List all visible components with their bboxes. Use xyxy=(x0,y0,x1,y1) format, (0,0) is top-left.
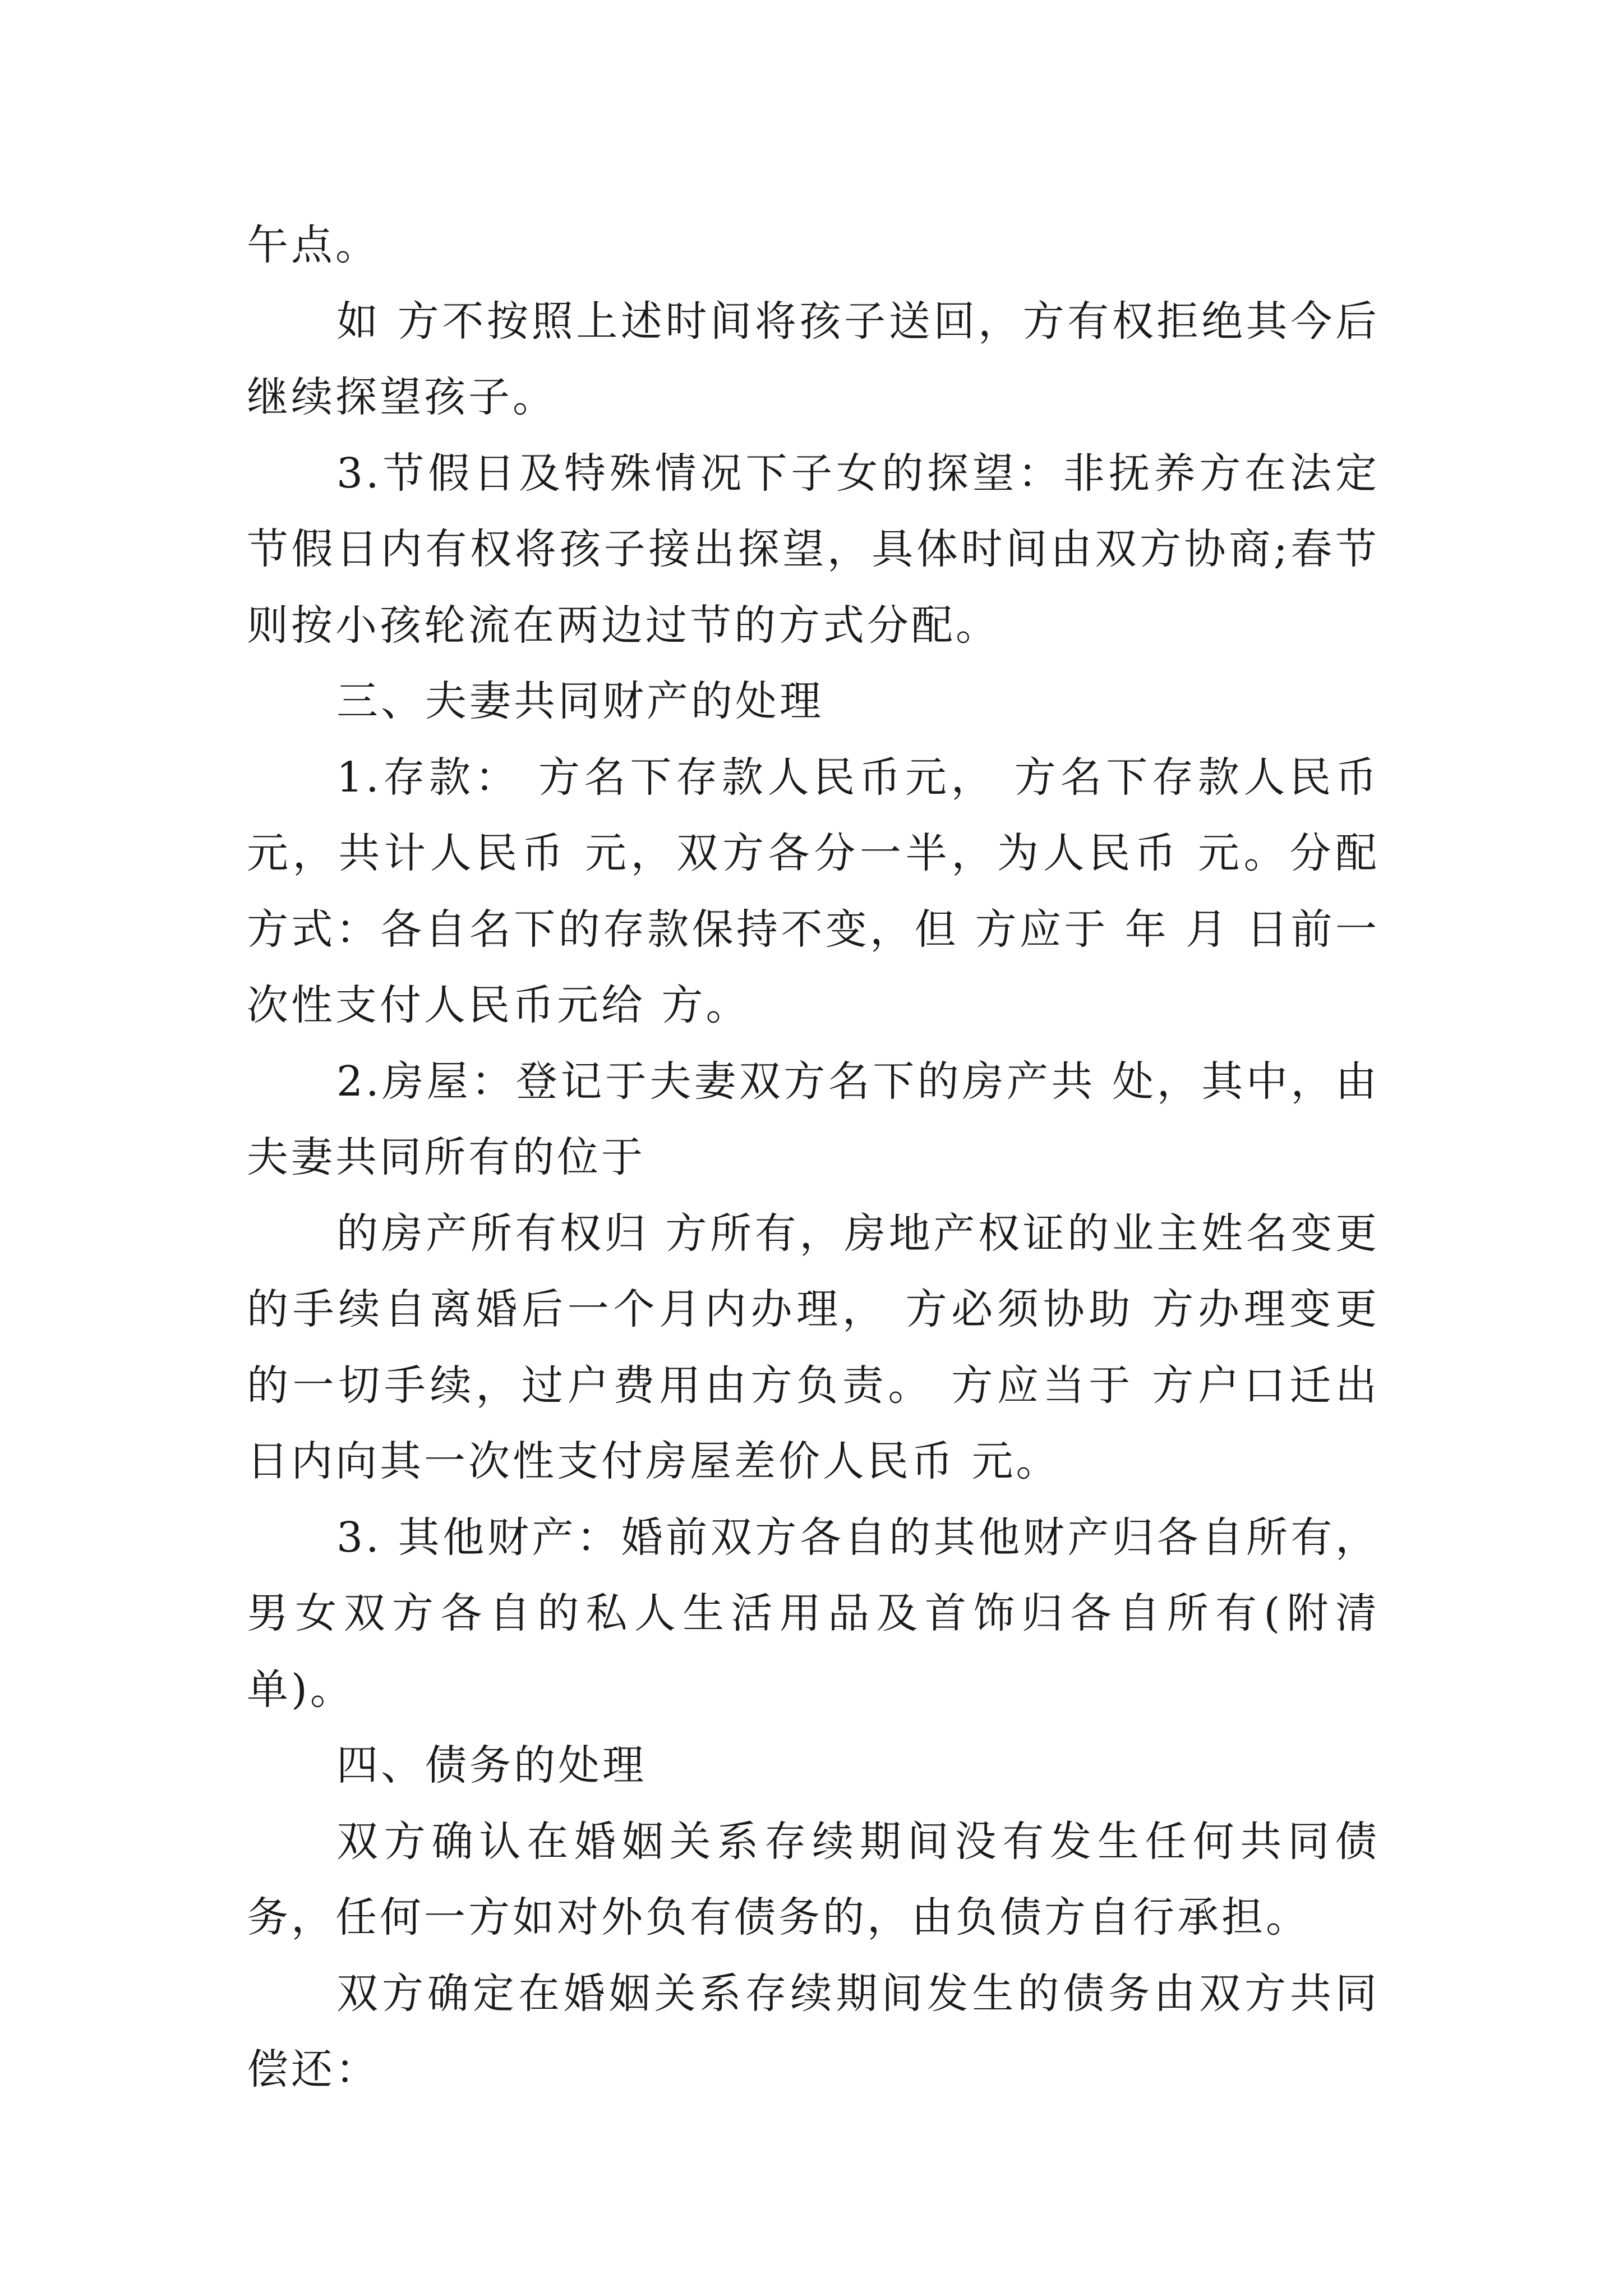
paragraph-joint-debt-repayment: 双方确定在婚姻关系存续期间发生的债务由双方共同偿还： xyxy=(247,1969,1380,2093)
section-heading-joint-property: 三、夫妻共同财产的处理 xyxy=(336,677,824,725)
paragraph-visit-time-end: 午点。 xyxy=(247,221,380,269)
paragraph-housing: 2.房屋：登记于夫妻双方名下的房产共 处，其中，由夫妻共同所有的位于 xyxy=(247,1057,1380,1181)
paragraph-return-child-clause: 如 方不按照上述时间将孩子送回，方有权拒绝其今后继续探望孩子。 xyxy=(247,297,1380,421)
paragraph-no-joint-debt: 双方确认在婚姻关系存续期间没有发生任何共同债务，任何一方如对外负有债务的，由负债方自行承担。 xyxy=(247,1817,1380,1941)
paragraph-holiday-visitation: 3.节假日及特殊情况下子女的探望：非抚养方在法定节假日内有权将孩子接出探望，具体时间由双方协商;春节则按小孩轮流在两边过节的方式分配。 xyxy=(247,449,1380,650)
paragraph-other-property: 3. 其他财产：婚前双方各自的其他财产归各自所有，男女双方各自的私人生活用品及首饰归各自所有(附清单)。 xyxy=(247,1513,1380,1714)
section-heading-debts: 四、债务的处理 xyxy=(336,1741,647,1789)
paragraph-savings: 1.存款： 方名下存款人民币元， 方名下存款人民币元，共计人民币 元，双方各分一半，为人民币 元。分配方式：各自名下的存款保持不变，但 方应于 年 月 日前一次性支付人民币元给 方。 xyxy=(247,753,1380,1029)
paragraph-housing-ownership: 的房产所有权归 方所有，房地产权证的业主姓名变更的手续自离婚后一个月内办理， 方必须协助 方办理变更的一切手续，过户费用由方负责。 方应当于 方户口迁出日内向其一次性支付房屋差价人民币 元。 xyxy=(247,1209,1380,1485)
document-body xyxy=(247,208,1380,2108)
